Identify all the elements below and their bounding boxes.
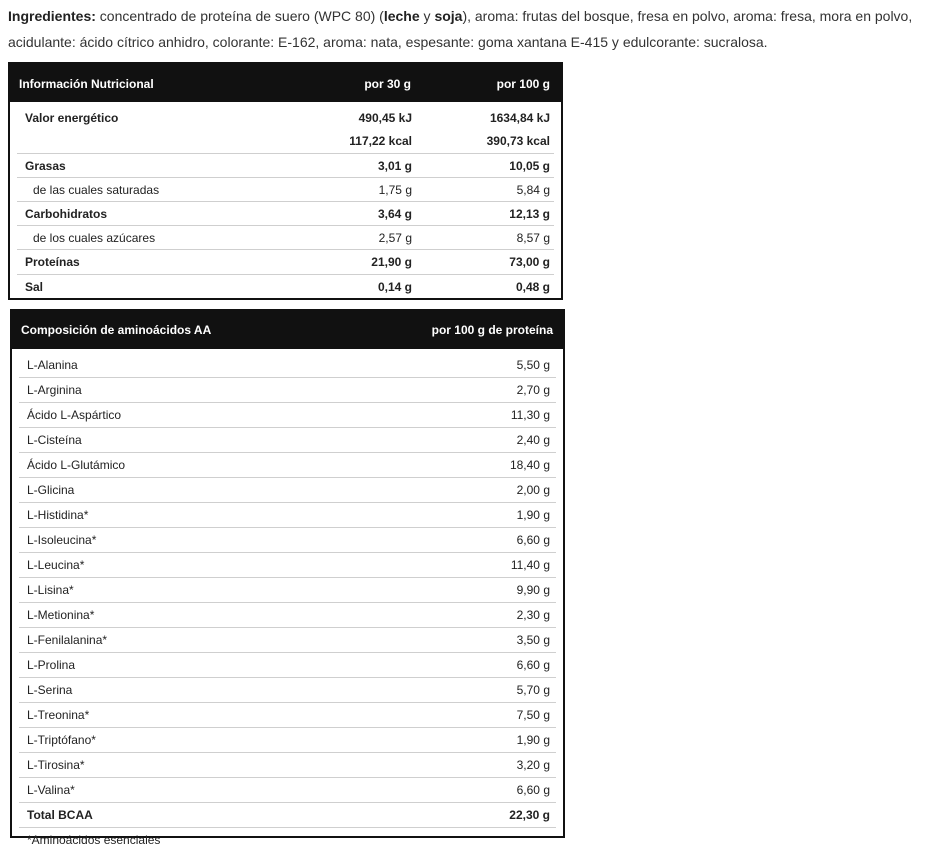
amino-value: 1,90 g xyxy=(516,508,550,522)
row-value-100g: 73,00 g xyxy=(509,255,550,269)
row-value-100g: 5,84 g xyxy=(516,183,550,197)
row-value-30g: 3,64 g xyxy=(377,207,412,221)
amino-name: L-Metionina* xyxy=(27,608,95,622)
amino-name: L-Serina xyxy=(27,683,73,697)
total-bcaa-label: Total BCAA xyxy=(27,808,93,822)
table-row xyxy=(19,403,556,428)
amino-table-body xyxy=(19,353,556,852)
amino-value: 1,90 g xyxy=(516,733,550,747)
table-row xyxy=(19,728,556,753)
table-row xyxy=(19,778,556,803)
amino-table-header xyxy=(12,311,563,349)
amino-title: Composición de aminoácidos AA xyxy=(21,323,212,337)
amino-name: L-Valina* xyxy=(27,783,75,797)
row-label: de los cuales azúcares xyxy=(33,231,156,245)
table-row xyxy=(19,353,556,378)
row-value-100g: 12,13 g xyxy=(509,207,550,221)
amino-name: L-Glicina xyxy=(27,483,75,497)
ingredients-part-3: ), aroma: frutas del bosque, fresa en polvo, aroma: fresa, mora en polvo, acidulante: ácido cítrico anhidro, colorante: E-162, aroma: nata, espesante: goma xantana E-415 y edulcorante: sucralosa. xyxy=(8,8,913,50)
nutrition-col-per-100g: por 100 g xyxy=(496,77,550,91)
table-row xyxy=(19,703,556,728)
amino-acid-table xyxy=(10,309,565,847)
table-row xyxy=(19,478,556,503)
amino-name: L-Prolina xyxy=(27,658,76,672)
table-row xyxy=(17,131,554,154)
row-value-30g: 490,45 kJ xyxy=(358,111,412,125)
row-value-100g: 0,48 g xyxy=(515,280,550,294)
row-value-100g: 8,57 g xyxy=(516,231,550,245)
ingredients-text xyxy=(8,3,923,55)
table-row xyxy=(17,154,554,178)
amino-name: L-Treonina* xyxy=(27,708,90,722)
amino-value: 2,70 g xyxy=(516,383,550,397)
amino-value: 11,40 g xyxy=(510,558,550,572)
nutrition-title: Información Nutricional xyxy=(19,77,154,91)
table-row xyxy=(17,108,554,131)
table-row xyxy=(19,628,556,653)
amino-value: 2,30 g xyxy=(516,608,550,622)
row-value-100g: 1634,84 kJ xyxy=(489,111,550,125)
amino-name: L-Leucina* xyxy=(27,558,85,572)
row-label: Grasas xyxy=(25,159,66,173)
total-bcaa-row xyxy=(19,803,556,828)
table-row xyxy=(19,653,556,678)
amino-value: 2,40 g xyxy=(516,433,550,447)
row-value-100g: 10,05 g xyxy=(509,159,550,173)
amino-name: L-Cisteína xyxy=(27,433,82,447)
ingredients-label: Ingredientes: xyxy=(8,8,96,24)
amino-value: 9,90 g xyxy=(516,583,550,597)
allergen-milk: leche xyxy=(383,8,420,24)
nutrition-table-body xyxy=(17,108,554,298)
row-label: Carbohidratos xyxy=(25,207,108,221)
amino-name: L-Triptófano* xyxy=(27,733,96,747)
ingredients-part-1: concentrado de proteína de suero (WPC 80) ( xyxy=(95,8,384,24)
table-row xyxy=(17,226,554,250)
amino-value: 3,50 g xyxy=(516,633,550,647)
amino-value: 7,50 g xyxy=(516,708,550,722)
ingredients-part-2: y xyxy=(419,8,435,24)
amino-col-per-100g-protein: por 100 g de proteína xyxy=(431,323,553,337)
row-value-30g: 117,22 kcal xyxy=(349,134,412,148)
row-value-30g: 2,57 g xyxy=(378,231,412,245)
amino-name: L-Fenilalanina* xyxy=(27,633,108,647)
table-row xyxy=(19,578,556,603)
table-row xyxy=(19,553,556,578)
table-row xyxy=(19,678,556,703)
essential-amino-footnote: *Aminoácidos esenciales xyxy=(27,833,161,847)
amino-value: 5,70 g xyxy=(516,683,550,697)
total-bcaa-value: 22,30 g xyxy=(509,808,550,822)
amino-value: 6,60 g xyxy=(516,783,550,797)
table-row xyxy=(17,250,554,275)
row-value-30g: 21,90 g xyxy=(371,255,412,269)
amino-name: L-Tirosina* xyxy=(27,758,85,772)
table-row xyxy=(17,275,554,298)
table-row xyxy=(19,528,556,553)
row-label: Valor energético xyxy=(25,111,119,125)
table-row xyxy=(19,378,556,403)
amino-value: 2,00 g xyxy=(516,483,550,497)
amino-name: L-Arginina xyxy=(27,383,82,397)
table-row xyxy=(19,428,556,453)
amino-name: L-Histidina* xyxy=(27,508,89,522)
amino-value: 11,30 g xyxy=(510,408,550,422)
nutrition-table-header xyxy=(10,64,561,102)
table-row xyxy=(19,453,556,478)
amino-value: 6,60 g xyxy=(516,658,550,672)
amino-name: L-Lisina* xyxy=(27,583,74,597)
table-row xyxy=(17,178,554,202)
amino-name: L-Alanina xyxy=(27,358,78,372)
row-value-30g: 1,75 g xyxy=(378,183,412,197)
allergen-soy: soja xyxy=(434,8,463,24)
amino-value: 3,20 g xyxy=(516,758,550,772)
table-row xyxy=(19,603,556,628)
amino-value: 6,60 g xyxy=(516,533,550,547)
amino-name: Ácido L-Glutámico xyxy=(27,458,126,472)
amino-name: Ácido L-Aspártico xyxy=(27,408,122,422)
row-value-100g: 390,73 kcal xyxy=(486,134,550,148)
amino-name: L-Isoleucina* xyxy=(27,533,97,547)
row-label: de las cuales saturadas xyxy=(33,183,160,197)
row-label: Proteínas xyxy=(25,255,80,269)
table-row xyxy=(17,202,554,226)
row-value-30g: 0,14 g xyxy=(377,280,412,294)
table-row xyxy=(19,503,556,528)
amino-value: 18,40 g xyxy=(509,458,550,472)
nutrition-table xyxy=(8,62,563,300)
nutrition-col-per-30g: por 30 g xyxy=(364,77,411,91)
row-value-30g: 3,01 g xyxy=(377,159,412,173)
amino-value: 5,50 g xyxy=(516,358,550,372)
table-row xyxy=(19,753,556,778)
row-label: Sal xyxy=(25,280,44,294)
